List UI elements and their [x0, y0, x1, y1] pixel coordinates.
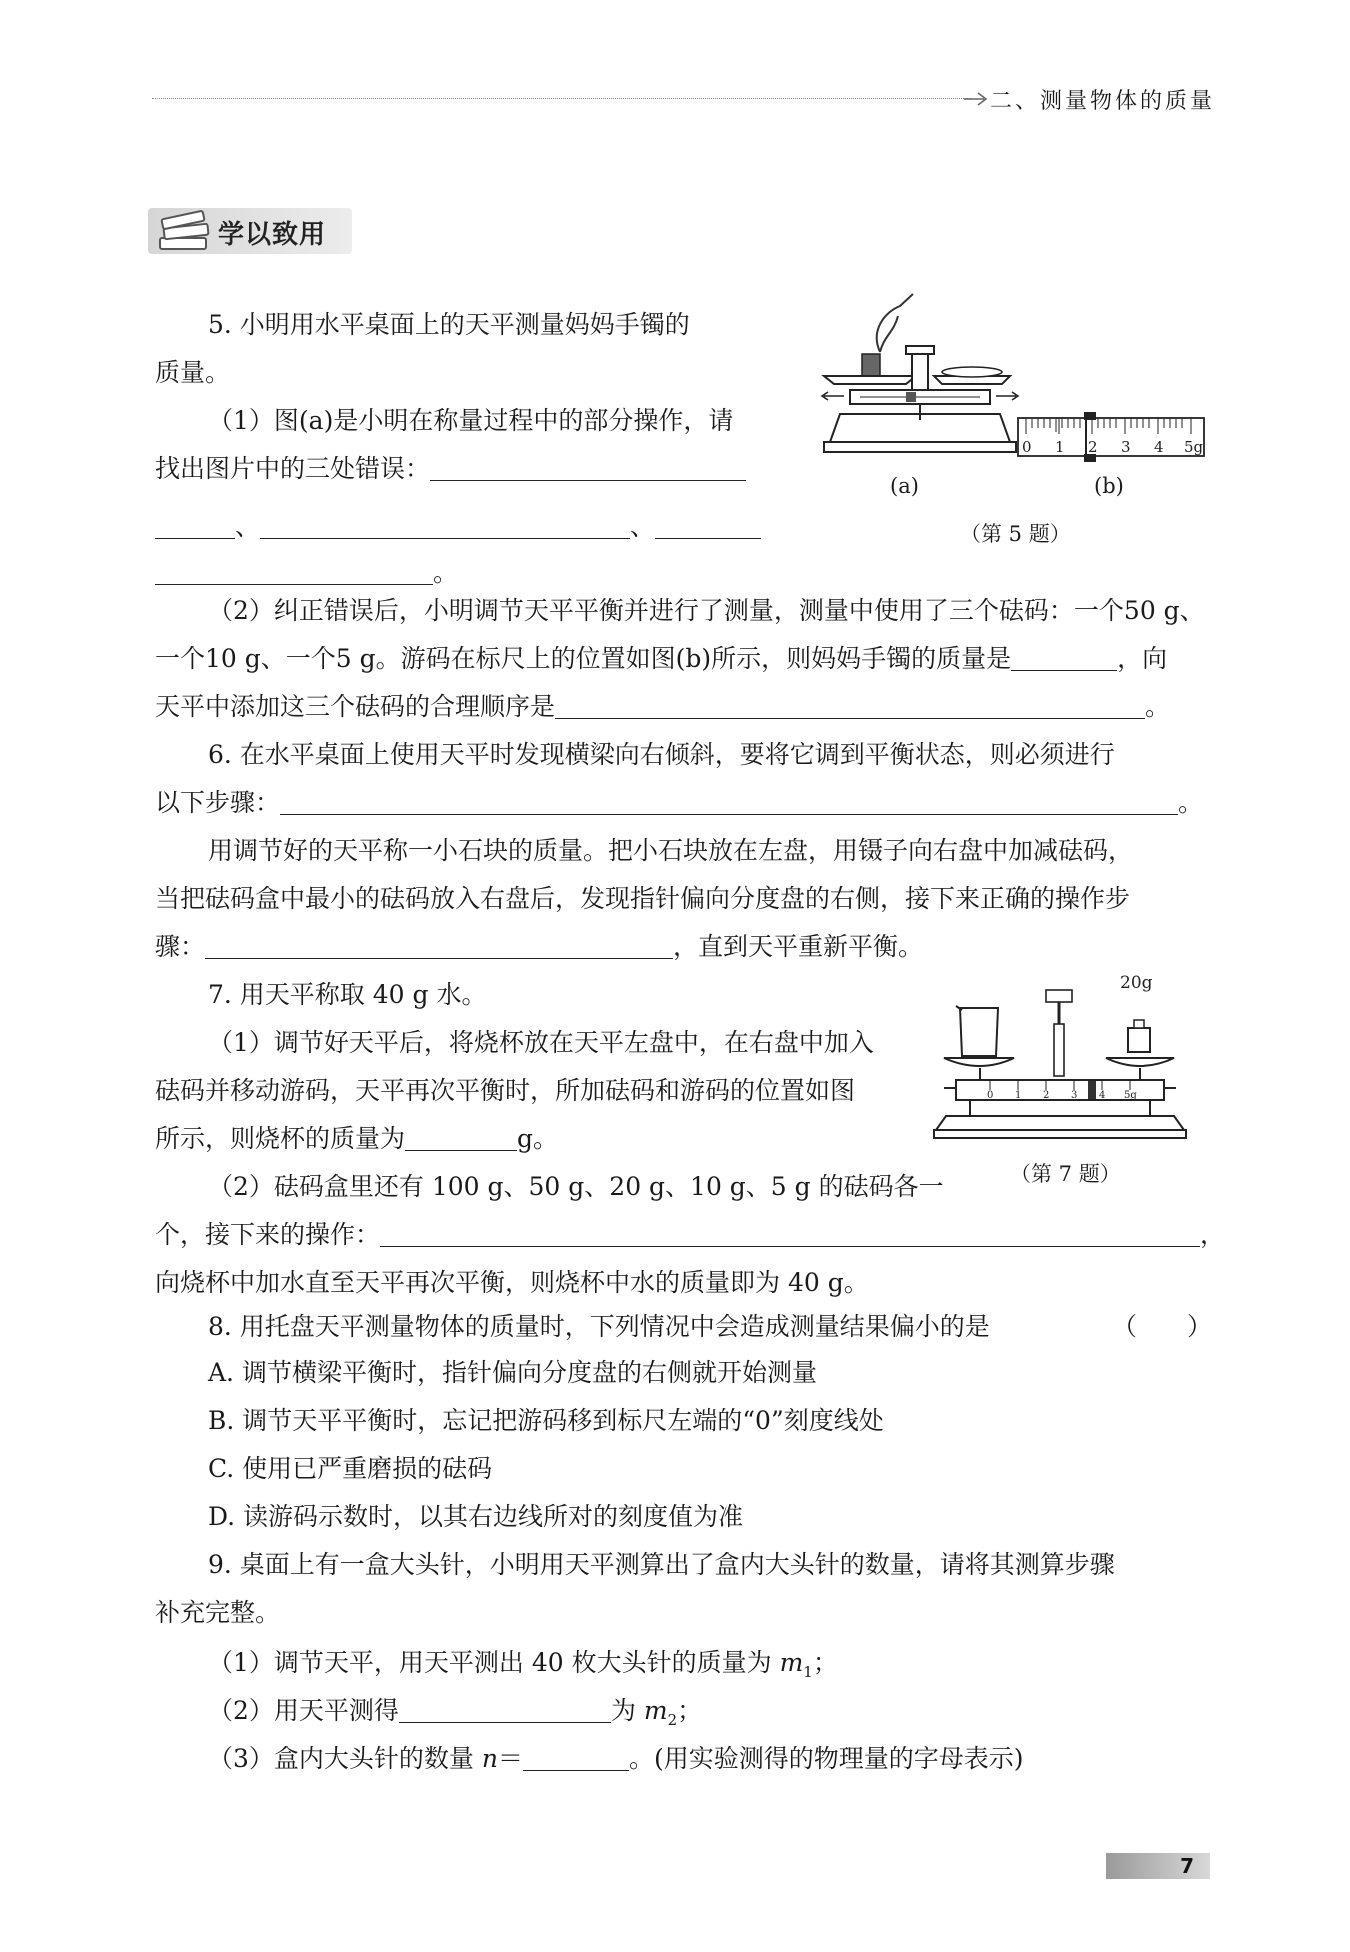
q5-figure-a-balance: [810, 292, 1030, 462]
q5-line-1: 5. 小明用水平桌面上的天平测量妈妈手镯的: [208, 310, 690, 339]
q7-caption: （第 7 题）: [1010, 1162, 1121, 1186]
books-icon: [156, 210, 214, 254]
q6-steps-label: 以下步骤：: [155, 788, 281, 817]
q8-option-c: C. 使用已严重磨损的砝码: [208, 1454, 493, 1483]
ruler-label-0: 0: [1022, 438, 1032, 456]
q7-line-3: 砝码并移动游码，天平再次平衡时，所加砝码和游码的位置如图: [155, 1076, 856, 1105]
q9-step-2-end: ；: [677, 1696, 703, 1725]
q9-var-m: m: [779, 1648, 804, 1677]
q7-ruler-label-3: 3: [1071, 1090, 1078, 1101]
q5-line-6: [155, 556, 458, 590]
q9-step-1-end: ；: [812, 1648, 838, 1677]
q5-mass-tail: ，向: [1117, 644, 1168, 673]
q7-next-op-label: 个，接下来的操作：: [155, 1220, 381, 1249]
q9-line-1: 9. 桌面上有一盒大头针，小明用天平测算出了盒内大头针的数量，请将其测算步骤: [208, 1550, 1115, 1579]
ruler-label-1: 1: [1055, 438, 1065, 456]
q7-ruler-label-0: 0: [987, 1090, 994, 1101]
q9-step-3: [208, 1742, 1024, 1776]
q7-ruler-label-4: 4: [1099, 1090, 1106, 1101]
q6-line-5: [155, 930, 923, 964]
q5-separator: 、: [630, 512, 656, 541]
arrow-icon: [962, 90, 990, 108]
q9-step-3-blank[interactable]: [523, 1744, 629, 1771]
q9-step-2-mid: 为: [610, 1696, 636, 1725]
q5-separator: 、: [235, 512, 261, 541]
q5-p2-line-2: [155, 642, 1167, 676]
q5-order-label: 天平中添加这三个砝码的合理顺序是: [155, 692, 556, 721]
q7-ruler-label-2: 2: [1043, 1090, 1050, 1101]
section-title: 学以致用: [218, 220, 327, 250]
q5-caption: （第 5 题）: [960, 522, 1071, 546]
q6-steps-period: 。: [1178, 788, 1204, 817]
section-tag: [148, 208, 352, 254]
q5-p2-line-1: （2）纠正错误后，小明调节天平平衡并进行了测量，测量中使用了三个砝码：一个50 g、: [208, 596, 1205, 625]
ruler-label-2: 2: [1088, 438, 1098, 456]
q5-mass-blank[interactable]: [1011, 644, 1117, 671]
q5-errors-label: 找出图片中的三处错误：: [155, 454, 431, 483]
q5-figure-b-ruler: [1016, 410, 1208, 472]
q6-operation-label: 骤：: [155, 932, 206, 961]
header-title: 二、测量物体的质量: [990, 89, 1216, 114]
q7-weight-label: 20g: [1120, 973, 1153, 993]
q5-error-blank-1-cont[interactable]: [155, 512, 235, 539]
q9-step-1-text: （1）调节天平，用天平测出 40 枚大头针的质量为: [208, 1648, 772, 1677]
q5-line-4: [155, 452, 746, 486]
q5-error-blank-3[interactable]: [655, 512, 761, 539]
q6-line-1: 6. 在水平桌面上使用天平时发现横梁向右倾斜，要将它调到平衡状态，则必须进行: [208, 740, 1115, 769]
q5-order-period: 。: [1145, 692, 1171, 721]
q7-line-5: （2）砝码盒里还有 100 g、50 g、20 g、10 g、5 g 的砝码各一: [208, 1172, 944, 1201]
q9-step-3-end: 。(用实验测得的物理量的字母表示): [629, 1744, 1024, 1773]
q8-option-d: D. 读游码示数时，以其右边线所对的刻度值为准: [208, 1502, 744, 1531]
q5-mass-label: 一个10 g、一个5 g。游码在标尺上的位置如图(b)所示，则妈妈手镯的质量是: [155, 644, 1012, 673]
q8-answer-bracket[interactable]: （ ）: [1112, 1312, 1213, 1341]
q7-beaker-mass-blank[interactable]: [405, 1124, 517, 1151]
q9-sub-2: 2: [667, 1711, 678, 1729]
q6-steps-blank[interactable]: [280, 788, 1178, 815]
q7-line-1: 7. 用天平称取 40 g 水。: [208, 980, 487, 1009]
ruler-label-3: 3: [1121, 438, 1131, 456]
q7-figure-balance: [930, 964, 1190, 1140]
ruler-label-5: 5g: [1184, 438, 1204, 456]
q6-line-2: [155, 786, 1203, 820]
q9-step-2: [208, 1694, 702, 1737]
q5-error-blank-2[interactable]: [260, 512, 630, 539]
q7-ruler-label-1: 1: [1015, 1090, 1022, 1101]
q8-option-a: A. 调节横梁平衡时，指针偏向分度盘的右侧就开始测量: [208, 1358, 817, 1387]
q9-sub-1: 1: [803, 1663, 813, 1681]
header-rule: [152, 98, 972, 99]
q9-var-m: m: [643, 1696, 668, 1725]
q5-line-3: （1）图(a)是小明在称量过程中的部分操作，请: [208, 406, 734, 435]
q7-ruler-label-5: 5g: [1124, 1090, 1137, 1101]
q6-operation-tail: ，直到天平重新平衡。: [673, 932, 924, 961]
q5-order-blank[interactable]: [555, 692, 1145, 719]
q7-line-7: 向烧杯中加水直至天平再次平衡，则烧杯中水的质量即为 40 g。: [155, 1268, 869, 1297]
page-number: 7: [1180, 1854, 1194, 1878]
q9-step-2-text: （2）用天平测得: [208, 1696, 399, 1725]
q7-beaker-mass-label: 所示，则烧杯的质量为: [155, 1124, 406, 1153]
q6-line-4: 当把砝码盒中最小的砝码放入右盘后，发现指针偏向分度盘的右侧，接下来正确的操作步: [155, 884, 1131, 913]
q5-period: 。: [433, 558, 459, 587]
q6-line-3: 用调节好的天平称一小石块的质量。把小石块放在左盘，用镊子向右盘中加减砝码，: [208, 836, 1134, 865]
q5-figure-b-caption: (b): [1094, 474, 1124, 498]
q9-equals: ＝: [497, 1744, 523, 1773]
q7-line-2: （1）调节好天平后，将烧杯放在天平左盘中，在右盘中加入: [208, 1028, 874, 1057]
q6-operation-blank[interactable]: [205, 932, 673, 959]
q5-figure-a-caption: (a): [890, 474, 919, 498]
q5-line-5: [155, 510, 761, 544]
q8-option-b: B. 调节天平平衡时，忘记把游码移到标尺左端的“0”刻度线处: [208, 1406, 884, 1435]
q9-step-1: [208, 1646, 838, 1689]
q9-step-3-text: （3）盒内大头针的数量: [208, 1744, 474, 1773]
q5-line-2: 质量。: [155, 358, 231, 387]
q5-error-blank-3-cont[interactable]: [155, 558, 433, 585]
q9-step-2-blank[interactable]: [399, 1696, 611, 1723]
q7-line-6: [155, 1218, 1225, 1252]
q7-line-4: [155, 1122, 558, 1156]
q7-next-op-comma: ，: [1200, 1220, 1226, 1249]
q7-next-op-blank[interactable]: [380, 1220, 1200, 1247]
q8-stem: 8. 用托盘天平测量物体的质量时，下列情况中会造成测量结果偏小的是: [208, 1312, 990, 1341]
q7-beaker-mass-unit: g。: [517, 1124, 559, 1153]
q5-p2-line-3: [155, 690, 1170, 724]
ruler-label-4: 4: [1154, 438, 1164, 456]
q9-var-n: n: [481, 1744, 498, 1773]
page-number-box: [1106, 1853, 1210, 1879]
q9-line-2: 补充完整。: [155, 1598, 281, 1627]
q5-error-blank-1[interactable]: [430, 454, 746, 481]
